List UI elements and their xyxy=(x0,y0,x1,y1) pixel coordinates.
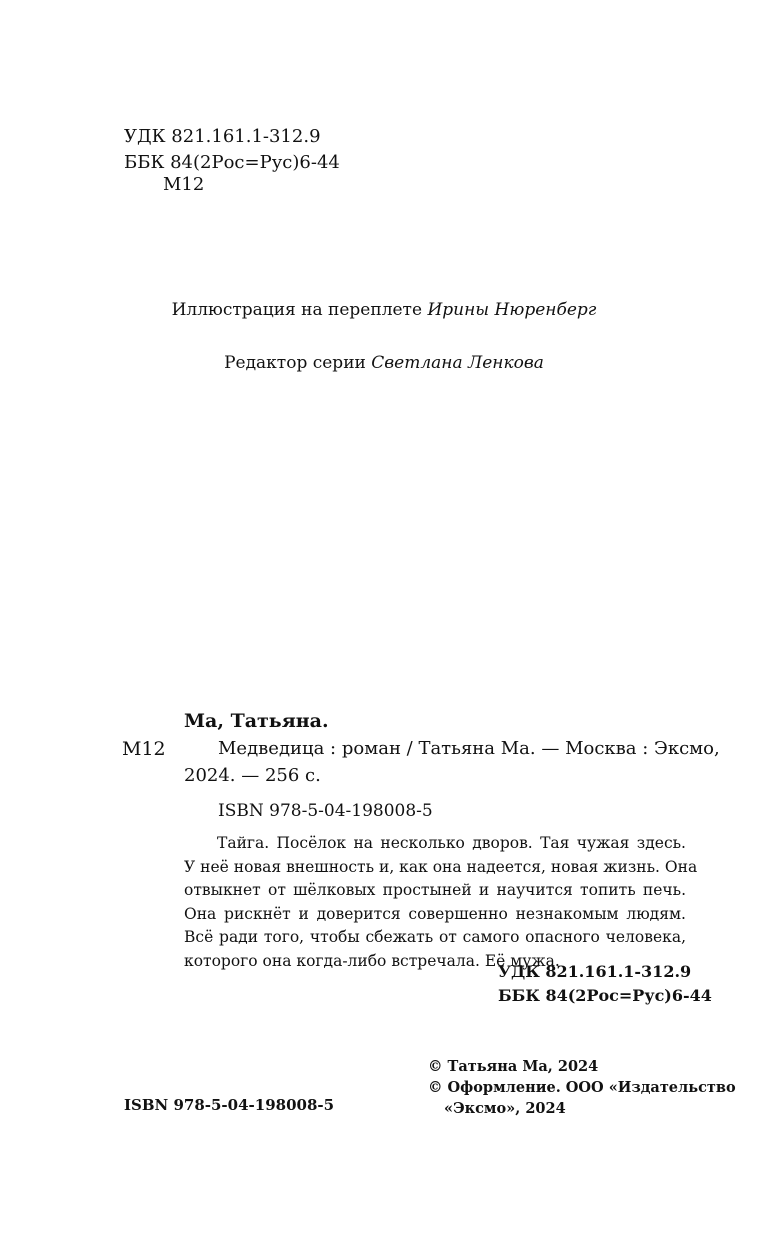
annotation xyxy=(184,832,698,973)
illustration-label: Иллюстрация на переплете xyxy=(171,300,423,320)
bottom-isbn: ISBN 978-5-04-198008-5 xyxy=(124,1096,335,1114)
annotation-line: Она рискнёт и доверится совершенно незнакомым людям. xyxy=(184,904,686,923)
card-bbk-code: ББК 84(2Рос=Рус)6-44 xyxy=(498,986,712,1005)
annotation-line: отвыкнет от шёлковых простыней и научится топить печь. xyxy=(184,881,686,899)
card-title-line: Медведица : роман / Татьяна Ма. — Москва : Эксмо, xyxy=(218,738,720,759)
editor-name: Светлана Ленкова xyxy=(371,353,544,373)
top-udk-code: УДК 821.161.1-312.9 xyxy=(124,126,321,147)
copyright-author: © Татьяна Ма, 2024 xyxy=(428,1058,599,1075)
top-bbk-code: ББК 84(2Рос=Рус)6-44 xyxy=(124,152,340,173)
card-author: Ма, Татьяна. xyxy=(184,710,329,732)
copyright-design: © Оформление. ООО «Издательство xyxy=(428,1079,736,1096)
card-year-line: 2024. — 256 с. xyxy=(184,765,321,786)
annotation-line: Тайга. Посёлок на несколько дворов. Тая чужая здесь. xyxy=(217,834,686,852)
annotation-line: Всё ради того, чтобы сбежать от самого опасного человека, xyxy=(184,928,686,946)
annotation-line: У неё новая внешность и, как она надеется, новая жизнь. Она xyxy=(184,857,698,876)
card-udk-code: УДК 821.161.1-312.9 xyxy=(498,962,692,981)
card-author-code: М12 xyxy=(122,738,166,760)
editor-label: Редактор серии xyxy=(224,353,366,373)
top-author-code: М12 xyxy=(163,174,205,195)
illustration-credit xyxy=(0,300,768,320)
annotation-line: которого она когда-либо встречала. Её мужа. xyxy=(184,951,560,970)
illustrator-name: Ирины Нюренберг xyxy=(427,300,597,320)
card-isbn: ISBN 978-5-04-198008-5 xyxy=(218,801,433,821)
copyright-design-cont: «Эксмо», 2024 xyxy=(444,1100,566,1117)
editor-credit xyxy=(0,353,768,373)
